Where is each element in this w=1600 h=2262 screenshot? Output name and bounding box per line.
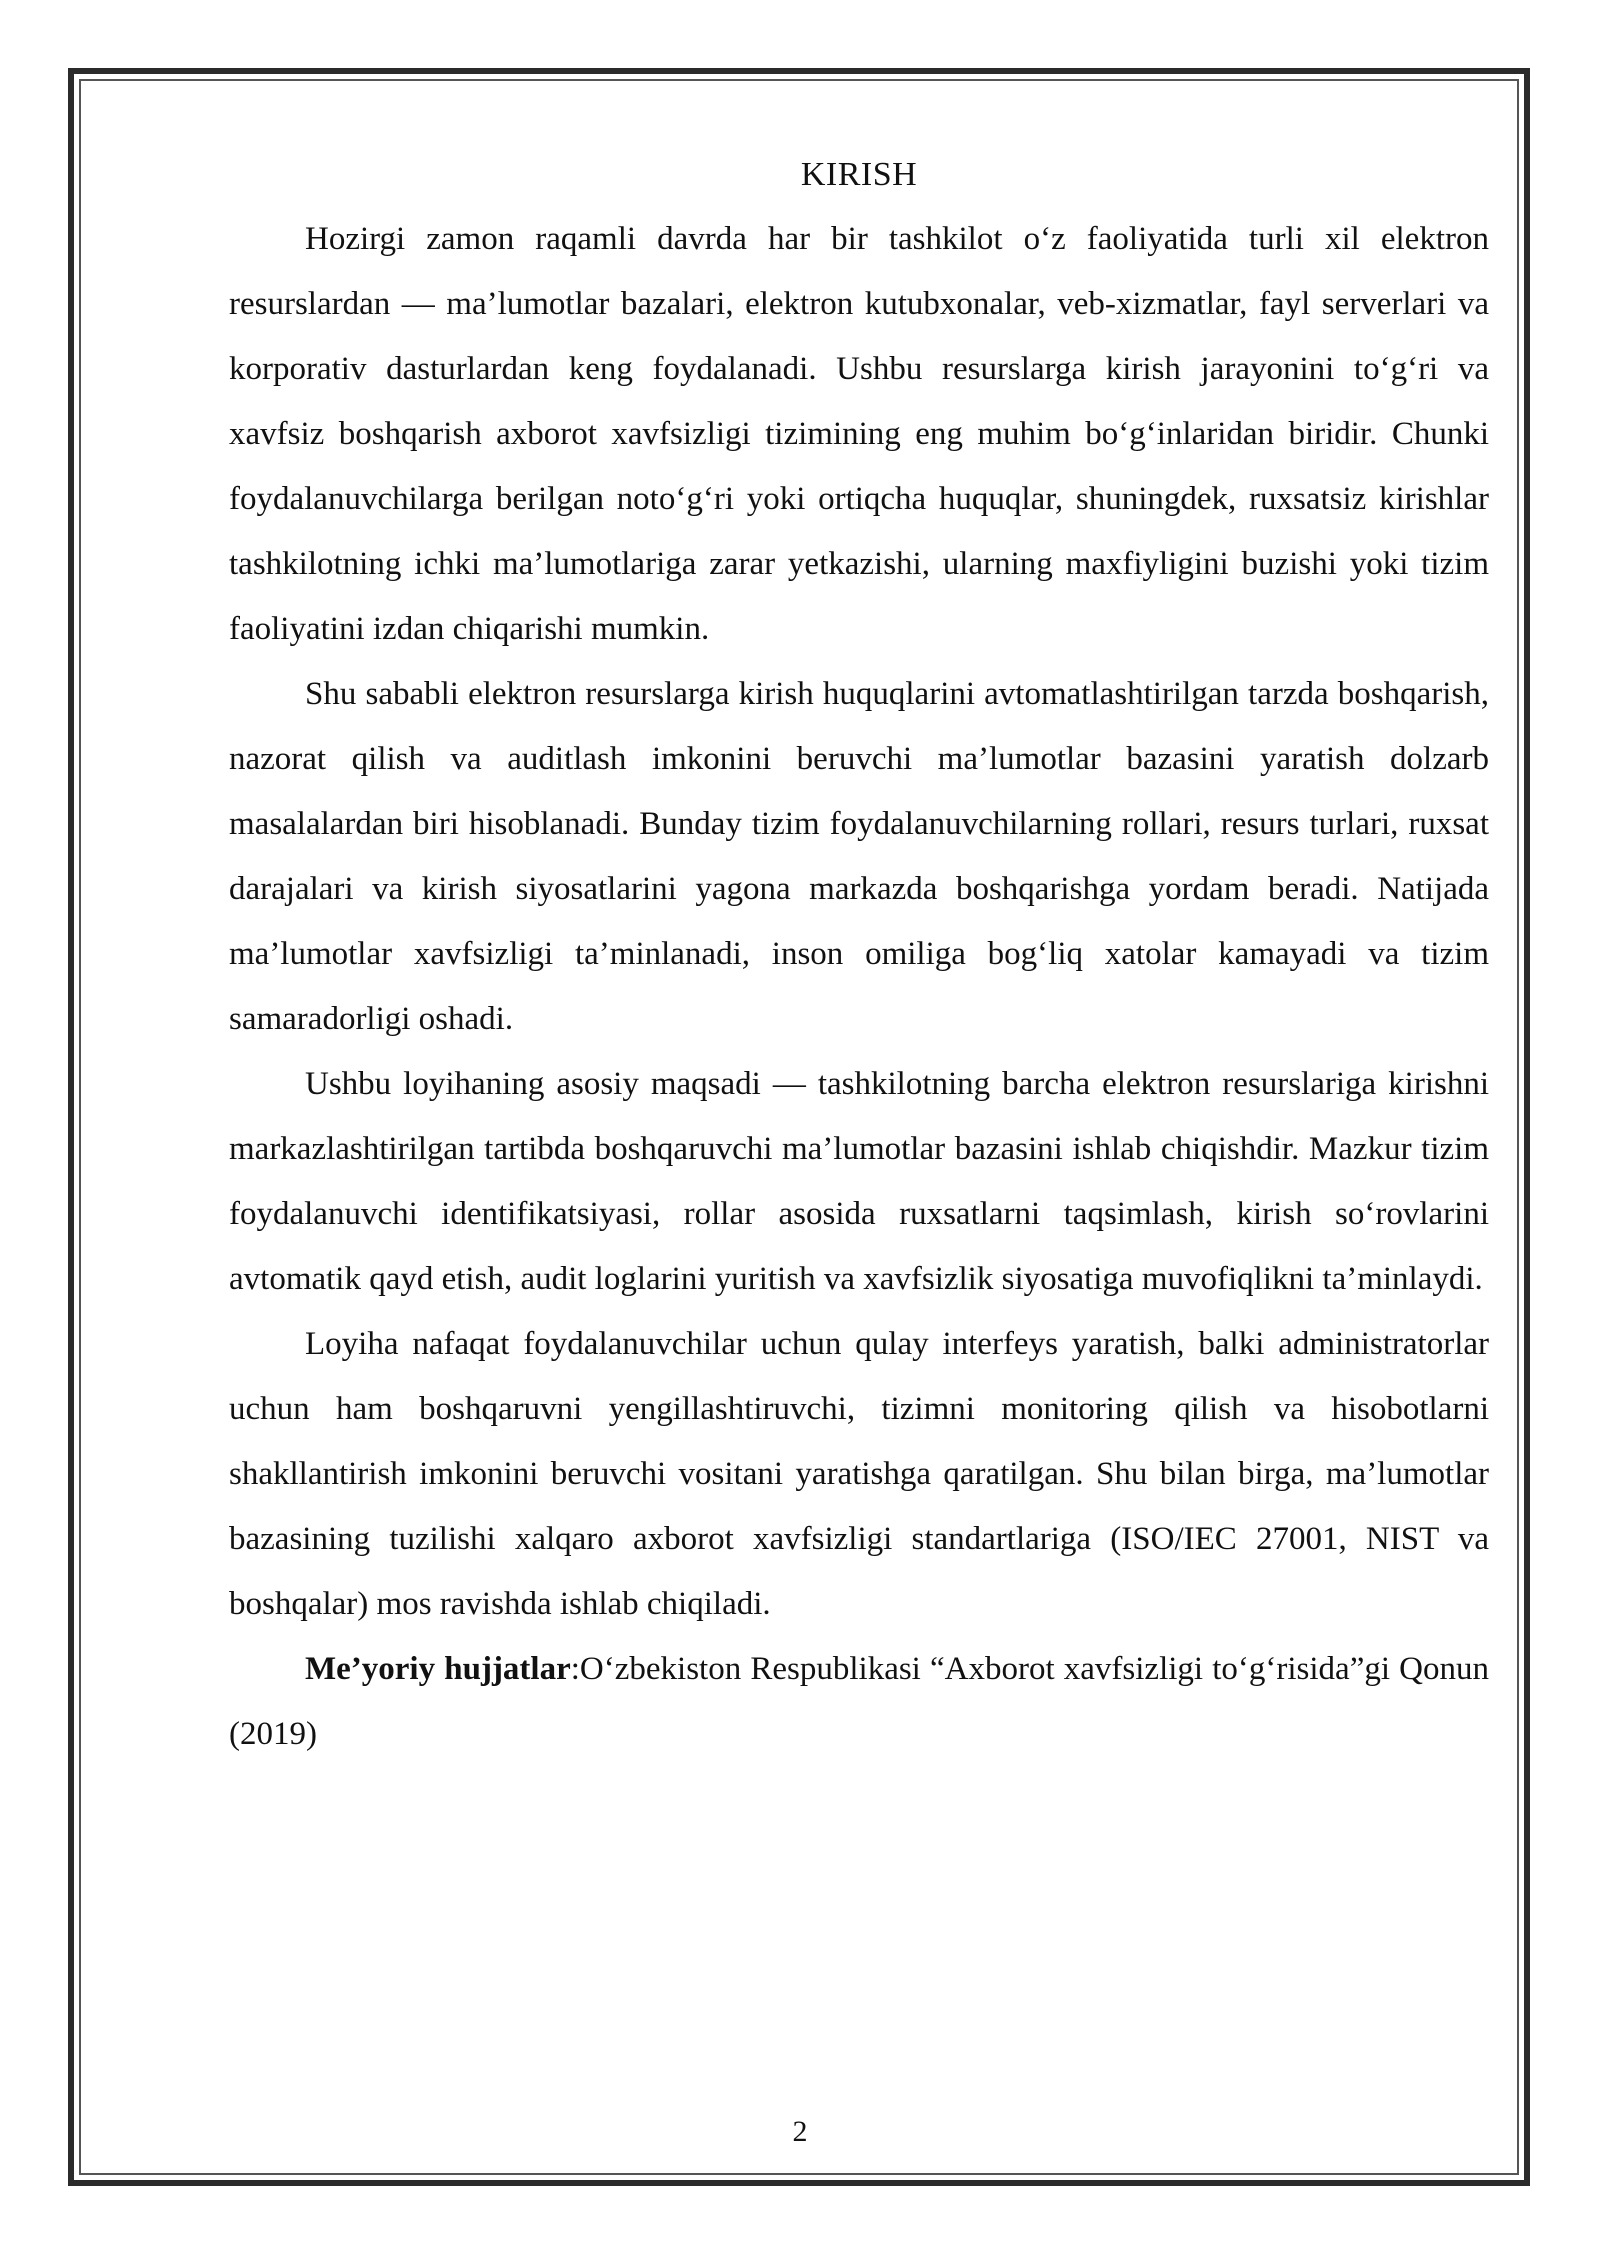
normative-documents-paragraph xyxy=(229,1637,1489,1767)
paragraph-1: Hozirgi zamon raqamli davrda har bir tashkilot o‘z faoliyatida turli xil elektron resurslardan — ma’lumotlar bazalari, elektron kutubxonalar, veb-xizmatlar, fayl serverlari va korporativ dasturlardan keng foydalanadi. Ushbu resurslarga kirish jarayonini to‘g‘ri va xavfsiz boshqarish axborot xavfsizligi tizimining eng muhim bo‘g‘inlaridan biridir. Chunki foydalanuvchilarga berilgan noto‘g‘ri yoki ortiqcha huquqlar, shuningdek, ruxsatsiz kirishlar tashkilotning ichki ma’lumotlariga zarar yetkazishi, ularning maxfiyligini buzishi yoki tizim faoliyatini izdan chiqarishi mumkin. xyxy=(229,221,1489,647)
page-number: 2 xyxy=(792,2115,808,2148)
normative-documents-label: Me’yoriy hujjatlar xyxy=(305,1651,571,1687)
paragraph-2: Shu sababli elektron resurslarga kirish huquqlarini avtomatlashtirilgan tarzda boshqarish, nazorat qilish va auditlash imkonini beruvchi ma’lumotlar bazasini yaratish dolzarb masalalardan biri hisoblanadi. Bunday tizim foydalanuvchilarning rollari, resurs turlari, ruxsat darajalari va kirish siyosatlarini yagona markazda boshqarishga yordam beradi. Natijada ma’lumotlar xavfsizligi ta’minlanadi, inson omiliga bog‘liq xatolar kamayadi va tizim samaradorligi oshadi. xyxy=(229,676,1489,1037)
paragraph-4: Loyiha nafaqat foydalanuvchilar uchun qulay interfeys yaratish, balki administratorlar uchun ham boshqaruvni yengillashtiruvchi, tizimni monitoring qilish va hisobotlarni shakllantirish imkonini beruvchi vositani yaratishga qaratilgan. Shu bilan birga, ma’lumotlar bazasining tuzilishi xalqaro axborot xavfsizligi standartlariga (ISO/IEC 27001, NIST va boshqalar) mos ravishda ishlab chiqiladi. xyxy=(229,1326,1489,1622)
section-title: KIRISH xyxy=(800,156,918,193)
normative-documents-text: :O‘zbekiston Respublikasi “Axborot xavfsizligi to‘g‘risida”gi Qonun (2019) xyxy=(229,1651,1489,1752)
document-body xyxy=(229,142,1489,1767)
paragraph-3: Ushbu loyihaning asosiy maqsadi — tashkilotning barcha elektron resurslariga kirishni markazlashtirilgan tartibda boshqaruvchi ma’lumotlar bazasini ishlab chiqishdir. Mazkur tizim foydalanuvchi identifikatsiyasi, rollar asosida ruxsatlarni taqsimlash, kirish so‘rovlarini avtomatik qayd etish, audit loglarini yuritish va xavfsizlik siyosatiga muvofiqlikni ta’minlaydi. xyxy=(229,1066,1489,1297)
